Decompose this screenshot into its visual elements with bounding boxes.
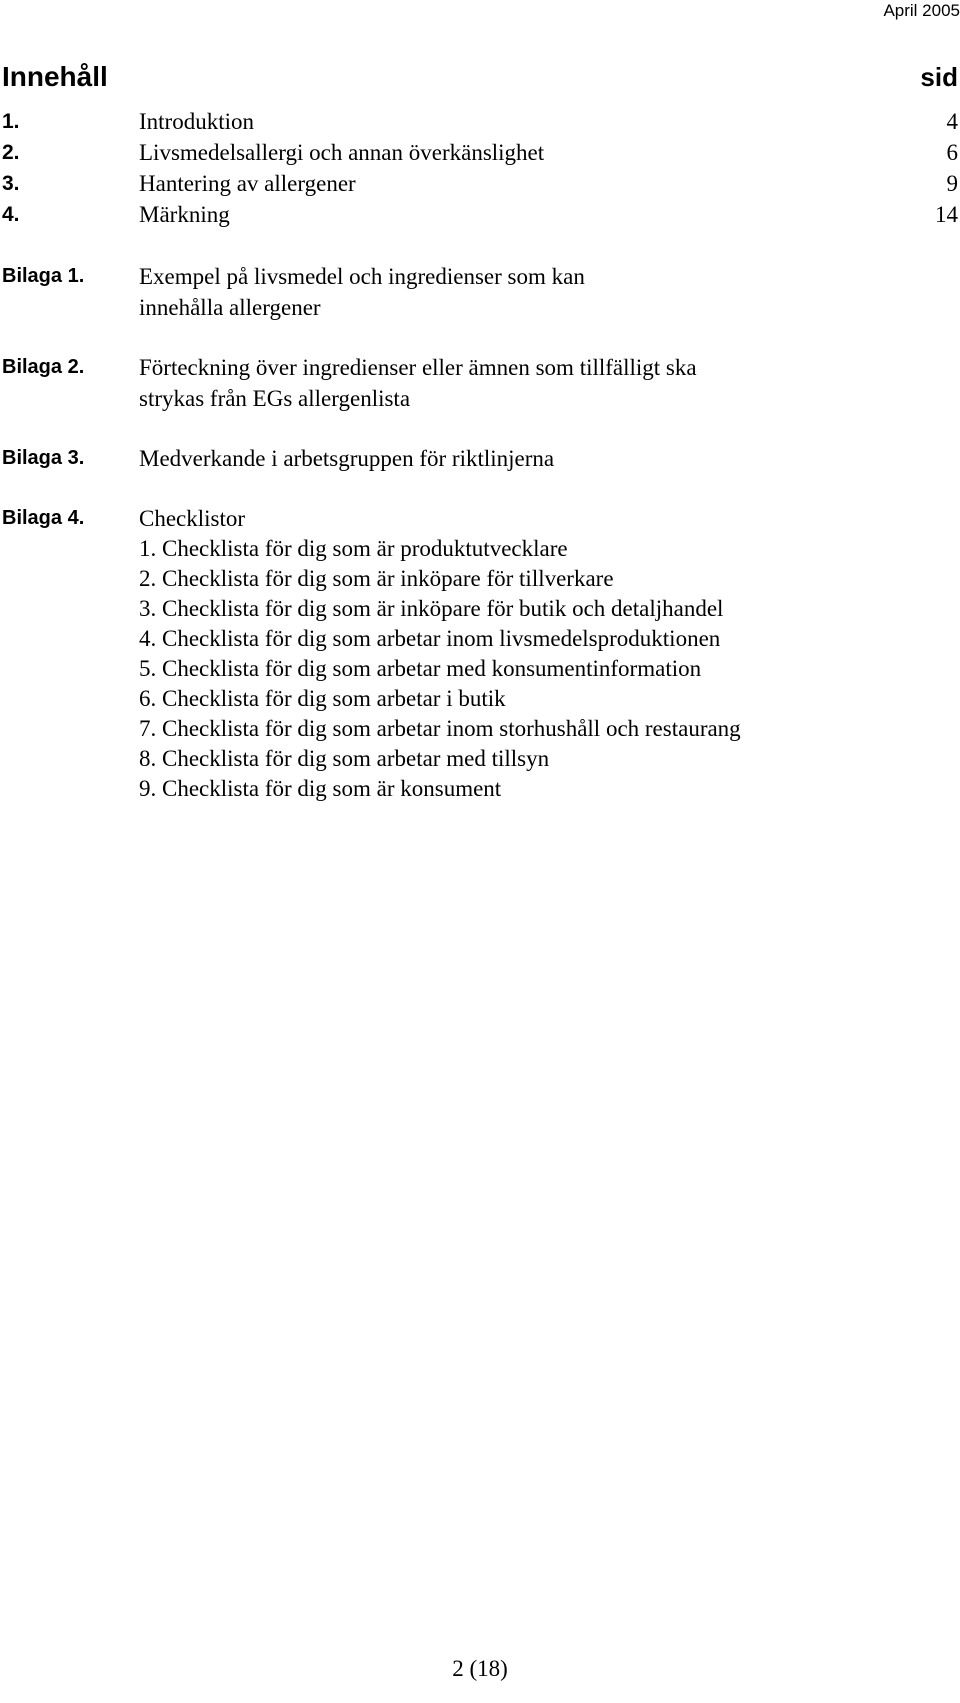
toc-page-column-label: sid	[920, 62, 958, 92]
bilaga-description-line: strykas från EGs allergenlista	[139, 386, 411, 411]
bilaga-description	[139, 503, 929, 804]
toc-entry-page: 9	[946, 171, 958, 196]
toc-entry-page: 14	[935, 202, 958, 227]
toc-entry-title[interactable]: Märkning	[139, 202, 230, 227]
toc-entry-number: 1.	[2, 110, 20, 133]
page-indicator: 2 (18)	[452, 1656, 508, 1681]
toc-list	[0, 106, 958, 230]
checklist-item[interactable]: 3. Checklista för dig som är inköpare för butik och detaljhandel	[139, 596, 724, 621]
toc-entry-title[interactable]: Livsmedelsallergi och annan överkänslighet	[139, 140, 545, 165]
toc-entry-page: 6	[946, 140, 958, 165]
toc-entry-number: 2.	[2, 141, 20, 164]
bilaga-label: Bilaga 3.	[2, 447, 85, 469]
checklist-list	[139, 534, 929, 804]
bilaga-label: Bilaga 4.	[2, 507, 85, 529]
bilaga-description[interactable]	[139, 261, 929, 323]
toc-entry-number: 4.	[2, 203, 20, 226]
bilaga-description[interactable]	[139, 352, 929, 414]
bilaga-description-line: Medverkande i arbetsgruppen för riktlinjerna	[139, 446, 555, 471]
bilaga-description[interactable]	[139, 443, 929, 474]
toc-entry[interactable]	[0, 199, 958, 230]
toc-entry-number: 3.	[2, 172, 20, 195]
checklist-item[interactable]: 1. Checklista för dig som är produktutvecklare	[139, 536, 568, 561]
checklist-item[interactable]: 6. Checklista för dig som arbetar i butik	[139, 686, 506, 711]
toc-entry-page: 4	[946, 109, 958, 134]
toc-entry[interactable]	[0, 168, 958, 199]
header-date: April 2005	[883, 1, 960, 20]
checklist-item[interactable]: 8. Checklista för dig som arbetar med tillsyn	[139, 746, 550, 771]
checklist-item[interactable]: 5. Checklista för dig som arbetar med konsumentinformation	[139, 656, 702, 681]
checklist-title[interactable]: Checklistor	[139, 506, 246, 531]
toc-entry-title[interactable]: Hantering av allergener	[139, 171, 356, 196]
bilaga-description-line: Förteckning över ingredienser eller ämnen som tillfälligt ska	[139, 355, 697, 380]
bilaga-description-line: innehålla allergener	[139, 295, 321, 320]
checklist-item[interactable]: 2. Checklista för dig som är inköpare för tillverkare	[139, 566, 614, 591]
checklist-item[interactable]: 7. Checklista för dig som arbetar inom storhushåll och restaurang	[139, 716, 741, 741]
checklist-item[interactable]: 4. Checklista för dig som arbetar inom livsmedelsproduktionen	[139, 626, 721, 651]
bilaga-label: Bilaga 1.	[2, 265, 85, 287]
toc-entry-title[interactable]: Introduktion	[139, 109, 254, 134]
checklist-item[interactable]: 9. Checklista för dig som är konsument	[139, 776, 502, 801]
toc-entry[interactable]	[0, 106, 958, 137]
toc-heading: Innehåll	[2, 61, 108, 92]
toc-entry[interactable]	[0, 137, 958, 168]
bilaga-label: Bilaga 2.	[2, 356, 85, 378]
bilaga-description-line: Exempel på livsmedel och ingredienser som kan	[139, 264, 585, 289]
